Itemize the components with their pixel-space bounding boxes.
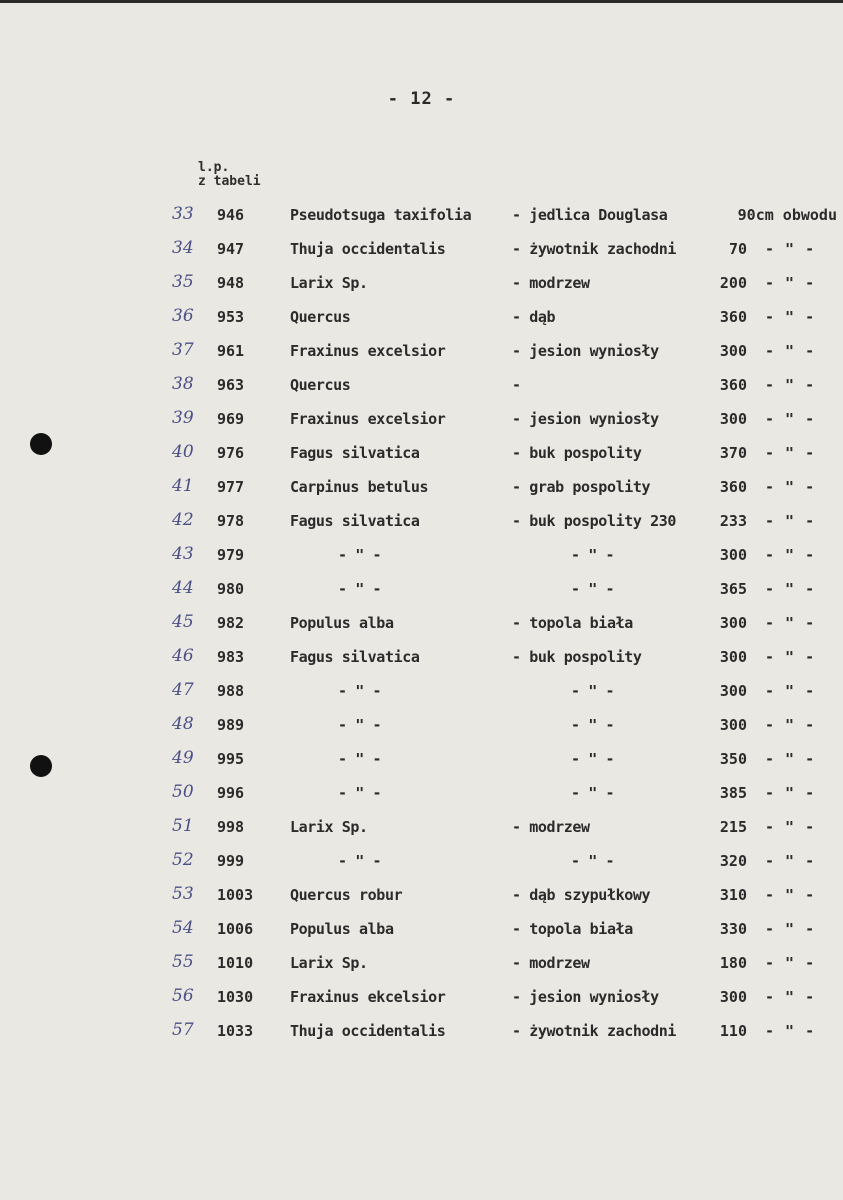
- polish-name: - grab pospolity: [512, 478, 651, 496]
- tree-row: [0, 300, 843, 334]
- girth-value: 350: [719, 750, 747, 768]
- girth-value: 300: [719, 546, 747, 564]
- polish-name: - topola biała: [512, 614, 633, 632]
- girth-value: 385: [719, 784, 747, 802]
- handwritten-number: 41: [172, 476, 194, 496]
- table-number: 969: [217, 410, 245, 428]
- ditto-mark: - " -: [765, 410, 816, 428]
- handwritten-number: 39: [172, 408, 194, 428]
- girth-value: 70: [728, 240, 747, 258]
- polish-name: - " -: [571, 716, 615, 734]
- polish-name: - " -: [571, 682, 615, 700]
- table-number: 999: [217, 852, 245, 870]
- handwritten-number: 38: [172, 374, 194, 394]
- ditto-mark: - " -: [765, 376, 816, 394]
- table-number: 961: [217, 342, 245, 360]
- handwritten-number: 56: [172, 986, 194, 1006]
- table-number: 982: [217, 614, 245, 632]
- polish-name: - " -: [571, 580, 615, 598]
- polish-name: - buk pospolity 230: [512, 512, 676, 530]
- ditto-mark: - " -: [765, 648, 816, 666]
- table-number: 947: [217, 240, 245, 258]
- ditto-mark: - " -: [765, 478, 816, 496]
- handwritten-number: 57: [172, 1020, 194, 1040]
- column-heading-line: l.p.: [198, 160, 230, 175]
- tree-row: [0, 572, 843, 606]
- polish-name: -: [512, 376, 521, 394]
- tree-row: [0, 674, 843, 708]
- latin-name: Fagus silvatica: [290, 648, 420, 666]
- polish-name: - jesion wyniosły: [512, 342, 659, 360]
- table-number: 989: [217, 716, 245, 734]
- handwritten-number: 52: [172, 850, 194, 870]
- ditto-mark: - " -: [765, 954, 816, 972]
- latin-name: Thuja occidentalis: [290, 240, 446, 258]
- ditto-mark: - " -: [765, 716, 816, 734]
- polish-name: - dąb szypułkowy: [512, 886, 651, 904]
- table-number: 1003: [217, 886, 254, 904]
- latin-name: - " -: [338, 852, 382, 870]
- latin-name: Populus alba: [290, 614, 394, 632]
- girth-value: 360: [719, 376, 747, 394]
- handwritten-number: 51: [172, 816, 194, 836]
- handwritten-number: 34: [172, 238, 194, 258]
- ditto-mark: - " -: [765, 580, 816, 598]
- handwritten-number: 36: [172, 306, 194, 326]
- table-number: 979: [217, 546, 245, 564]
- handwritten-number: 37: [172, 340, 194, 360]
- latin-name: Fagus silvatica: [290, 444, 420, 462]
- latin-name: - " -: [338, 682, 382, 700]
- handwritten-number: 45: [172, 612, 194, 632]
- polish-name: - buk pospolity: [512, 648, 642, 666]
- polish-name: - żywotnik zachodni: [512, 1022, 676, 1040]
- tree-row: [0, 606, 843, 640]
- table-number: 983: [217, 648, 245, 666]
- girth-value: 110: [719, 1022, 747, 1040]
- girth-value: 310: [719, 886, 747, 904]
- polish-name: - modrzew: [512, 274, 590, 292]
- table-number: 1006: [217, 920, 254, 938]
- polish-name: - " -: [571, 852, 615, 870]
- handwritten-number: 40: [172, 442, 194, 462]
- latin-name: Quercus robur: [290, 886, 403, 904]
- tree-row: [0, 1014, 843, 1048]
- girth-value: 370: [719, 444, 747, 462]
- polish-name: - " -: [571, 546, 615, 564]
- tree-row: [0, 810, 843, 844]
- table-number: 1033: [217, 1022, 254, 1040]
- tree-row: [0, 504, 843, 538]
- handwritten-number: 44: [172, 578, 194, 598]
- latin-name: - " -: [338, 716, 382, 734]
- polish-name: - jedlica Douglasa: [512, 206, 668, 224]
- handwritten-number: 33: [172, 204, 194, 224]
- latin-name: Fraxinus excelsior: [290, 410, 446, 428]
- tree-row: [0, 232, 843, 266]
- girth-value: 300: [719, 682, 747, 700]
- handwritten-number: 35: [172, 272, 194, 292]
- tree-row: [0, 912, 843, 946]
- girth-value: 330: [719, 920, 747, 938]
- girth-value: 300: [719, 716, 747, 734]
- polish-name: - jesion wyniosły: [512, 988, 659, 1006]
- ditto-mark: - " -: [765, 1022, 816, 1040]
- latin-name: Quercus: [290, 308, 351, 326]
- girth-value: 200: [719, 274, 747, 292]
- tree-list: [0, 198, 843, 1048]
- table-number: 963: [217, 376, 245, 394]
- handwritten-number: 42: [172, 510, 194, 530]
- polish-name: - jesion wyniosły: [512, 410, 659, 428]
- table-number: 948: [217, 274, 245, 292]
- ditto-mark: - " -: [765, 342, 816, 360]
- ditto-mark: - " -: [765, 444, 816, 462]
- girth-value: 360: [719, 478, 747, 496]
- polish-name: - " -: [571, 784, 615, 802]
- table-number: 946: [217, 206, 245, 224]
- polish-name: - " -: [571, 750, 615, 768]
- handwritten-number: 53: [172, 884, 194, 904]
- table-number: 978: [217, 512, 245, 530]
- girth-value: 90cm obwodu: [737, 206, 837, 224]
- table-number: 977: [217, 478, 245, 496]
- tree-row: [0, 640, 843, 674]
- ditto-mark: - " -: [765, 818, 816, 836]
- girth-value: 365: [719, 580, 747, 598]
- table-number: 953: [217, 308, 245, 326]
- table-number: 998: [217, 818, 245, 836]
- table-number: 976: [217, 444, 245, 462]
- tree-row: [0, 708, 843, 742]
- tree-row: [0, 844, 843, 878]
- polish-name: - dąb: [512, 308, 556, 326]
- handwritten-number: 46: [172, 646, 194, 666]
- latin-name: - " -: [338, 580, 382, 598]
- tree-row: [0, 402, 843, 436]
- polish-name: - buk pospolity: [512, 444, 642, 462]
- girth-value: 180: [719, 954, 747, 972]
- latin-name: Fraxinus excelsior: [290, 342, 446, 360]
- ditto-mark: - " -: [765, 920, 816, 938]
- tree-row: [0, 946, 843, 980]
- girth-value: 320: [719, 852, 747, 870]
- girth-value: 233: [719, 512, 747, 530]
- handwritten-number: 49: [172, 748, 194, 768]
- handwritten-number: 47: [172, 680, 194, 700]
- table-number: 980: [217, 580, 245, 598]
- ditto-mark: - " -: [765, 614, 816, 632]
- polish-name: - żywotnik zachodni: [512, 240, 676, 258]
- tree-row: [0, 334, 843, 368]
- ditto-mark: - " -: [765, 274, 816, 292]
- page-number: - 12 -: [387, 89, 456, 109]
- handwritten-number: 54: [172, 918, 194, 938]
- girth-value: 300: [719, 410, 747, 428]
- table-number: 1030: [217, 988, 254, 1006]
- column-heading-line: z tabeli: [198, 174, 261, 189]
- table-number: 996: [217, 784, 245, 802]
- girth-value: 215: [719, 818, 747, 836]
- tree-row: [0, 538, 843, 572]
- polish-name: - modrzew: [512, 818, 590, 836]
- latin-name: - " -: [338, 750, 382, 768]
- latin-name: Fraxinus ekcelsior: [290, 988, 446, 1006]
- ditto-mark: - " -: [765, 988, 816, 1006]
- tree-row: [0, 368, 843, 402]
- tree-row: [0, 980, 843, 1014]
- girth-value: 360: [719, 308, 747, 326]
- girth-value: 300: [719, 988, 747, 1006]
- tree-row: [0, 776, 843, 810]
- latin-name: Larix Sp.: [290, 954, 368, 972]
- handwritten-number: 55: [172, 952, 194, 972]
- tree-row: [0, 878, 843, 912]
- latin-name: Quercus: [290, 376, 351, 394]
- polish-name: - modrzew: [512, 954, 590, 972]
- girth-value: 300: [719, 614, 747, 632]
- latin-name: Carpinus betulus: [290, 478, 429, 496]
- latin-name: Larix Sp.: [290, 274, 368, 292]
- tree-row: [0, 436, 843, 470]
- tree-row: [0, 470, 843, 504]
- ditto-mark: - " -: [765, 886, 816, 904]
- latin-name: Fagus silvatica: [290, 512, 420, 530]
- latin-name: Larix Sp.: [290, 818, 368, 836]
- polish-name: - topola biała: [512, 920, 633, 938]
- latin-name: Populus alba: [290, 920, 394, 938]
- table-number: 1010: [217, 954, 254, 972]
- latin-name: Pseudotsuga taxifolia: [290, 206, 472, 224]
- handwritten-number: 48: [172, 714, 194, 734]
- ditto-mark: - " -: [765, 784, 816, 802]
- table-number: 988: [217, 682, 245, 700]
- table-number: 995: [217, 750, 245, 768]
- column-heading: [198, 161, 261, 189]
- girth-value: 300: [719, 342, 747, 360]
- ditto-mark: - " -: [765, 750, 816, 768]
- ditto-mark: - " -: [765, 308, 816, 326]
- latin-name: - " -: [338, 546, 382, 564]
- handwritten-number: 50: [172, 782, 194, 802]
- ditto-mark: - " -: [765, 512, 816, 530]
- latin-name: - " -: [338, 784, 382, 802]
- tree-row: [0, 742, 843, 776]
- ditto-mark: - " -: [765, 852, 816, 870]
- girth-value: 300: [719, 648, 747, 666]
- handwritten-number: 43: [172, 544, 194, 564]
- ditto-mark: - " -: [765, 240, 816, 258]
- tree-row: [0, 266, 843, 300]
- ditto-mark: - " -: [765, 682, 816, 700]
- latin-name: Thuja occidentalis: [290, 1022, 446, 1040]
- ditto-mark: - " -: [765, 546, 816, 564]
- tree-row: [0, 198, 843, 232]
